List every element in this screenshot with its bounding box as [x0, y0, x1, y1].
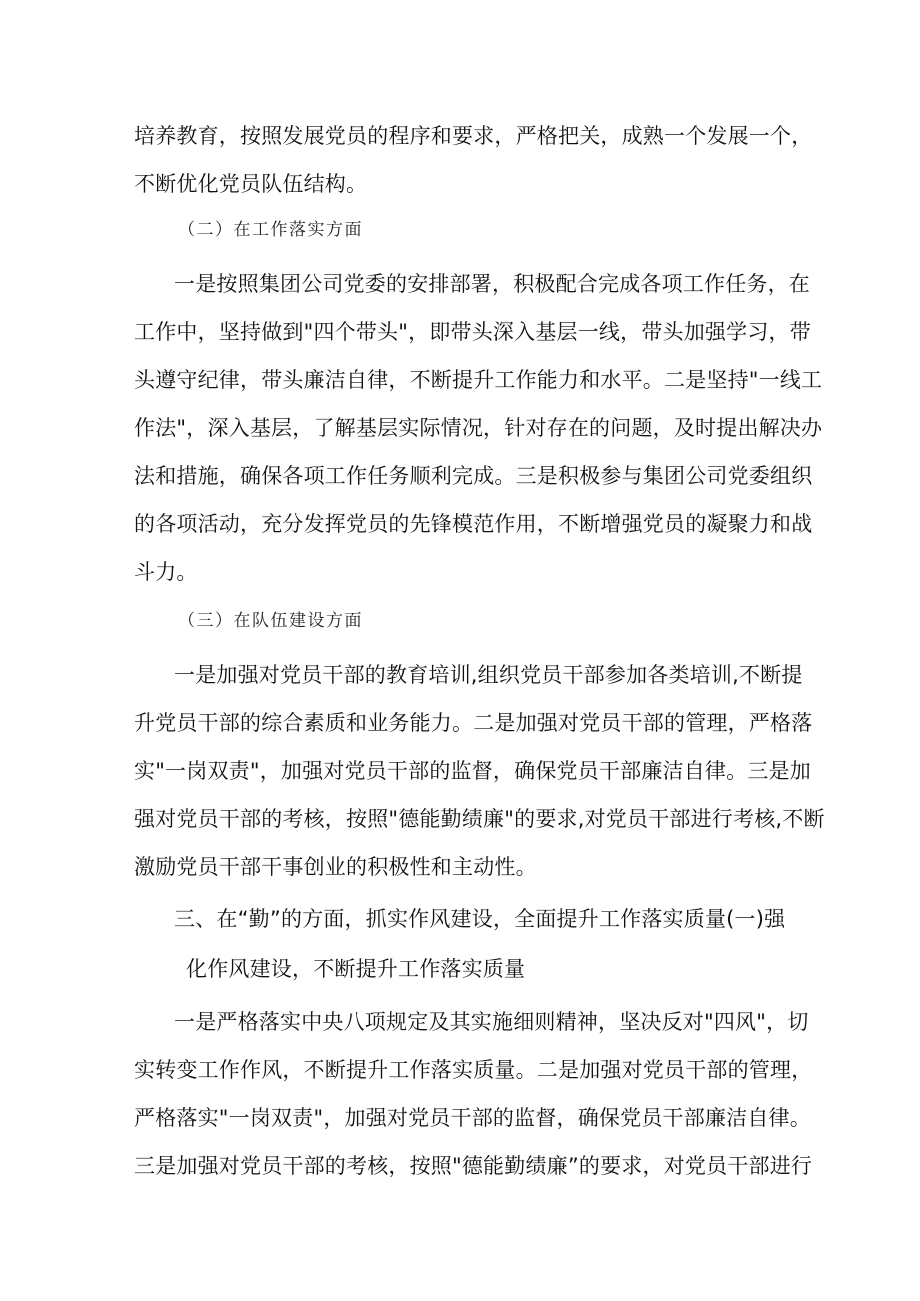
paragraph-line: 工作中，坚持做到"四个带头"，即带头深入基层一线，带头加强学习，带 — [134, 320, 811, 344]
paragraph-line: 实"一岗双责"，加强对党员干部的监督，确保党员干部廉洁自律。三是加 — [134, 759, 811, 783]
paragraph-line: 斗力。 — [134, 560, 198, 584]
paragraph-line: 升党员干部的综合素质和业务能力。二是加强对党员干部的管理，严格落 — [134, 711, 813, 735]
paragraph-line: 不断优化党员队伍结构。 — [134, 172, 368, 196]
paragraph-line: 强对党员干部的考核，按照"德能勤绩廉"的要求,对党员干部进行考核,不断 — [134, 807, 825, 831]
paragraph-line: 实转变工作作风，不断提升工作落实质量。二是加强对党员干部的管理， — [134, 1058, 813, 1082]
paragraph-line: 激励党员干部干事创业的积极性和主动性。 — [134, 855, 537, 879]
paragraph-line: 严格落实"一岗双责"，加强对党员干部的监督，确保党员干部廉洁自律。 — [134, 1106, 811, 1130]
paragraph-line: 头遵守纪律，带头廉洁自律，不断提升工作能力和水平。二是坚持"一线工 — [134, 368, 823, 392]
paragraph-line: 一是严格落实中央八项规定及其实施细则精神，坚决反对"四风"，切 — [174, 1010, 809, 1034]
section-title-line: 三、在“勤”的方面，抓实作风建设，全面提升工作落实质量(一)强 — [174, 907, 786, 931]
paragraph-line: 一是加强对党员干部的教育培训,组织党员干部参加各类培训,不断提 — [174, 663, 803, 687]
paragraph-line: 法和措施，确保各项工作任务顺利完成。三是积极参与集团公司党委组织 — [134, 464, 813, 488]
paragraph-line: 作法"，深入基层，了解基层实际情况，针对存在的问题，及时提出解决办 — [134, 416, 823, 440]
paragraph-line: 的各项活动，充分发挥党员的先锋模范作用，不断增强党员的凝聚力和战 — [134, 512, 813, 536]
paragraph-line: 三是加强对党员干部的考核，按照"德能勤绩廉”的要求，对党员干部进行 — [134, 1154, 813, 1178]
section-title-line: 化作风建设，不断提升工作落实质量 — [186, 957, 526, 981]
paragraph-line: 培养教育，按照发展党员的程序和要求，严格把关，成熟一个发展一个， — [134, 124, 813, 148]
paragraph-line: 一是按照集团公司党委的安排部署，积极配合完成各项工作任务，在 — [174, 272, 810, 296]
section-heading-3: （三）在队伍建设方面 — [178, 611, 363, 631]
section-heading-2: （二）在工作落实方面 — [178, 220, 363, 240]
